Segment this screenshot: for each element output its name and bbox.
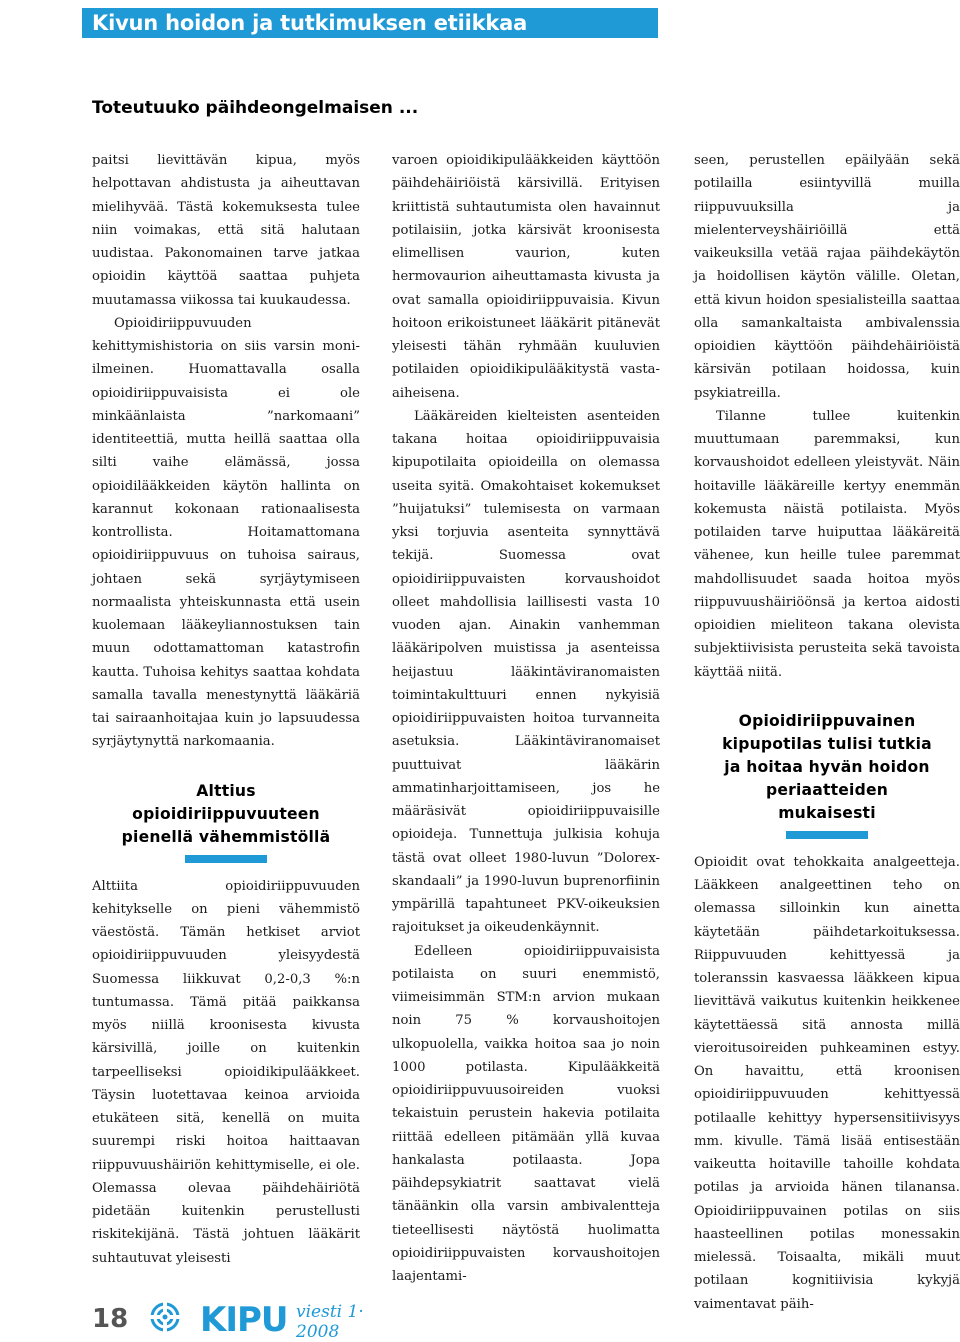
kipu-logo-icon bbox=[150, 1302, 180, 1332]
column-1 bbox=[92, 149, 360, 1270]
paragraph: Opioidiriippuvuuden kehittymishistoria on siis varsin moni-ilmeinen. Huomattavalla osalla opioidiriippuvaisista ei ole minkäänlaista ”narkomaani” identiteettiä, mutta heillä saattaa olla silti vaihe elämässä, jossa opioidilääkkeiden käytön hallinta on karannut kokonaan rationaalisesta kontrollista. Hoitamattomana opioidiriippuvuus on tuhoisa sairaus, johtaen sekä syrjäytymiseen normaalista yhteiskunnasta että usein kuolemaan lääkeyliannostuksen tain muun odottamattoman katastrofin kautta. Tuhoisa kehitys saattaa kohdata samalla tavalla menestynyttä lääkäriä tai sairaanhoitajaa kuin jo lapsuudessa syrjäytynyttä narkomaania. bbox=[92, 315, 360, 750]
subheading-line: kipupotilas tulisi tutkia bbox=[722, 734, 932, 753]
column-2 bbox=[392, 149, 660, 1288]
subheading-line: periaatteiden bbox=[765, 780, 889, 799]
section-heading: Toteutuuko päihdeongelmaisen ... bbox=[92, 98, 419, 118]
paragraph: varoen opioidikipulääkkeiden käyttöön päihdehäiriöistä kärsivillä. Erityisen kriittistä suhtautumista olen havainnut potilaisiin, jotka kärsivät kroonisesta elimellisen vaurion, kuten hermovaurion aiheuttamasta kivusta ja ovat samalla opioidiriippuvaisia. Kivun hoitoon erikoistuneet lääkärit pitänevät yleisesti tähän ryhmään kuuluvien potilaiden opioidikipulääkitystä vasta-aiheisena. bbox=[392, 153, 660, 401]
subheading-line: mukaisesti bbox=[778, 803, 876, 822]
logo-wordmark: KIPU bbox=[200, 1300, 288, 1340]
footer bbox=[88, 1298, 408, 1342]
subheading-line: ja hoitaa hyvän hoidon bbox=[724, 757, 930, 776]
subheading-line: opioidiriippuvuuteen bbox=[132, 804, 320, 823]
page-number: 18 bbox=[92, 1304, 129, 1334]
subheading bbox=[694, 710, 960, 825]
accent-bar bbox=[185, 855, 267, 863]
paragraph: seen, perustellen epäilyään sekä potilailla esiintyvillä muilla riippuvuuksilla ja mielenterveyshäiriöillä että vaikeuksilla vetää rajaa päihdekäytön ja hoidollisen käytön välille. Oletan, että kivun hoidon spesialisteilla saattaa olla samankaltaista ambivalenssia opioidien käyttöön päihdehäiriöistä kärsivän potilaan hoidossa, kuin psykiatreilla. bbox=[694, 153, 960, 401]
paragraph: Alttiita opioidiriippuvuuden kehitykselle on pieni vähemmistö väestöstä. Tämän hetkiset arviot opioidiriippuvuuden yleisyydestä Suomessa liikkuvat 0,2-0,3 %:n tuntumassa. Tämä pitää paikkansa myös niillä kroonisesta kivusta kärsivillä, joille on kuitenkin tarpeelliseksi opioidikipulääkkeet. Täysin luotettavaa keinoa arvioida etukäteen sitä, kenellä on muita suurempi riski hoitoa haittaavan riippuvuushäiriön kehittymiselle, ei ole. Olemassa olevaa päihdehäiriötä pidetään kuitenkin perustellusti riskitekijänä. Tästä johtuen lääkärit suhtautuvat yleisesti bbox=[92, 878, 360, 1266]
page-title: Kivun hoidon ja tutkimuksen etiikkaa bbox=[92, 11, 528, 35]
subheading-line: pienellä vähemmistöllä bbox=[121, 827, 331, 846]
issue-label: viesti 1· 2008 bbox=[296, 1302, 364, 1342]
paragraph: Opioidit ovat tehokkaita analgeetteja. Lääkkeen analgeettinen teho on olemassa silloinkin kun ainetta käytetään päihdetarkoituksessa. Riippuvuuden kehittyessä ja toleranssin kasvaessa lääkkeen kipua lievittävä vaikutus kuitenkin heikkenee käytettäessä sitä annosta millä vieroitusoireiden puhkeaminen estyy. On havaittu, että kroonisen opioidiriippuvuuden kehittyessä potilaalle kehittyy hypersensitiivisyys mm. kivulle. Tämä lisää entisestään vaikeutta hoitaville tahoille kohdata potilas ja arvioida hänen tilanansa. Opioidiriippuvainen potilas on siis haasteellinen potilas monessakin mielessä. Toisaalta, mikäli muut potilaan kognitiivisia kykyjä vaimentavat päih- bbox=[694, 854, 960, 1312]
header-bar bbox=[82, 8, 658, 38]
paragraph: Edelleen opioidiriippuvaisista potilaista on suuri enemmistö, viimeisimmän STM:n arvion mukaan noin 75 % korvaushoitojen ulkopuolella, vaikka hoitoa saa jo noin 1000 potilasta. Kipulääkkeitä opioidiriippuvuusoireiden vuoksi tekaistuin perustein hakevia potilaita riittää edelleen pitämään yllä kuvaa hankalasta potilaasta. Jopa päihdepsykiatrit saattavat vielä tänäänkin olla varsin ambivalentteja tieteellisesti näytöstä huolimatta opioidiriippuvaisten korvaushoitojen laajentami- bbox=[392, 943, 660, 1284]
accent-bar bbox=[786, 831, 868, 839]
paragraph: Lääkäreiden kielteisten asenteiden takana hoitaa opioidiriippuvaisia kipupotilaita opioideilla on olemassa useita syitä. Omakohtaiset kokemukset ”huijatuksi” tulemisesta on varmaan yksi torjuvia asenteita synnyttävä tekijä. Suomessa ovat opioidiriippuvaisten korvaushoidot olleet mahdollisia laillisesti vasta 10 vuoden ajan. Ainakin vanhemman lääkäripolven muistissa ja asenteissa heijastuu lääkintäviranomaisten toimintakulttuuri ennen nykyisiä opioidiriippuvaisten hoitoa turvanneita asetuksia. Lääkintäviranomaiset puuttuivat lääkärin ammatinharjoittamiseen, jos he määräsivät opioidiriippuvaisille opioideja. Tunnettuja julkisia kohuja tästä ovat olleet 1980-luvun ”Dolorex-skandaali” ja 1990-luvun buprenorfiinin ympärillä tapahtuneet PKV-oikeuksien rajoitukset ja oikeudenkäynnit. bbox=[392, 408, 660, 936]
subheading bbox=[92, 780, 360, 849]
column-3 bbox=[694, 149, 960, 1316]
paragraph: paitsi lievittävän kipua, myös helpottavan ahdistusta ja aiheuttavan mielihyvää. Tästä kokemuksesta tulee niin voimakas, että sitä halutaan uudistaa. Pakonomainen tarve jatkaa opioidin käyttöä saattaa puhjeta muutamassa viikossa tai kuukaudessa. bbox=[92, 153, 360, 308]
subheading-line: Opioidiriippuvainen bbox=[738, 711, 916, 730]
subheading-line: Alttius bbox=[196, 781, 256, 800]
paragraph: Tilanne tullee kuitenkin muuttumaan paremmaksi, kun korvaushoidot edelleen yleistyvät. Näin hoitaville lääkäreille kertyy enemmän kokemusta näistä potilaista. Myös potilaiden tarve huiputtaa lääkäreitä vähenee, kun heille tulee paremmat mahdollisuudet saada hoitoa myös riippuvuushäiriöönsä ja kertoa aidosti opioidien mieliteon takana olevista subjektiivisista perusteita sekä tavoista käyttää niitä. bbox=[694, 408, 960, 680]
